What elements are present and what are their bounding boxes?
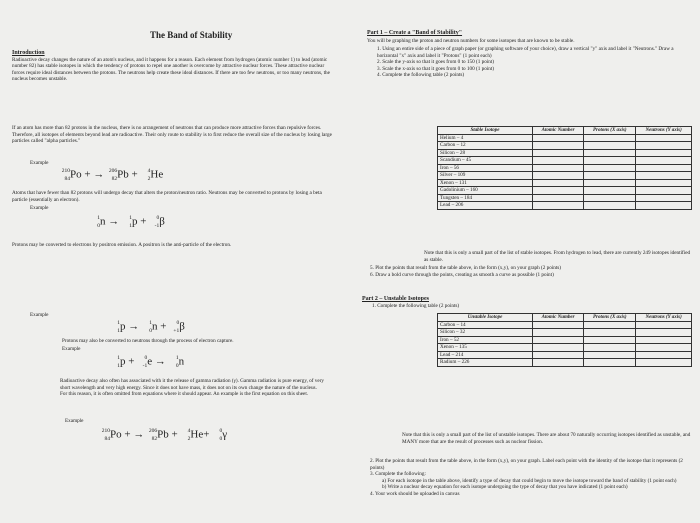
gamma-paragraph: Radioactive decay also often has associated with it the release of gamma radiation (γ). Gamma radiation is pure energy, of very short wavelength and very high energy. Since it does not have mass, it does not on its own change the nature of the nucleus. For this reason, it is often omitted from equations where it should appear. An example is the first equation on this sheet. xyxy=(60,378,325,398)
isotope-cell: Tungsten – 184 xyxy=(438,194,533,202)
table-row xyxy=(438,157,692,165)
atomic-number-cell[interactable] xyxy=(533,172,584,180)
part1-heading: Part 1 – Create a "Band of Stability" xyxy=(367,30,463,36)
neutrons-cell[interactable] xyxy=(636,329,692,337)
neutrons-cell[interactable] xyxy=(636,359,692,367)
part1-step-1: 1. Using an entire side of a piece of graph paper (or graphing software of your choice), draw a vertical "y" axis and label it "Neutrons." Draw a horizontal "x" axis and label it "Protons" (1 point each) xyxy=(377,46,674,59)
protons-cell[interactable] xyxy=(584,134,636,142)
example-label-3: Example xyxy=(30,312,49,318)
header-isotope: Unstable Isotope xyxy=(438,314,533,322)
part2-step-2: 2. Plot the points that result from the table above, in the form (x,y), on your graph. Label each point with the identity of the isotope that it represents (2 points) xyxy=(370,458,683,471)
unstable-table-header xyxy=(438,314,692,322)
isotope-cell: Iron – 56 xyxy=(438,164,533,172)
table-row xyxy=(438,187,692,195)
atomic-number-cell[interactable] xyxy=(533,321,584,329)
left-column xyxy=(0,0,345,523)
unstable-isotope-table xyxy=(437,313,692,367)
right-column xyxy=(352,0,700,523)
stable-table-header xyxy=(438,127,692,135)
header-neutrons: Neutrons (Y axis) xyxy=(636,314,692,322)
part1-intro: You will be graphing the proton and neutron numbers for some isotopes that are known to be stable. xyxy=(367,38,575,44)
header-protons: Protons (X axis) xyxy=(584,314,636,322)
atomic-number-cell[interactable] xyxy=(533,351,584,359)
table-row xyxy=(438,164,692,172)
protons-cell[interactable] xyxy=(584,142,636,150)
atomic-number-cell[interactable] xyxy=(533,336,584,344)
positron-paragraph: Protons may be converted to electrons by positron emission. A positron is the anti-particle of the electron. xyxy=(12,242,232,248)
table-row xyxy=(438,344,692,352)
protons-cell[interactable] xyxy=(584,359,636,367)
isotope-cell: Helium – 4 xyxy=(438,134,533,142)
atomic-number-cell[interactable] xyxy=(533,164,584,172)
table-row xyxy=(438,134,692,142)
isotope-cell: Carbon – 12 xyxy=(438,142,533,150)
isotope-cell: Silicon – 28 xyxy=(438,149,533,157)
table-row xyxy=(438,202,692,210)
neutrons-cell[interactable] xyxy=(636,202,692,210)
protons-cell[interactable] xyxy=(584,157,636,165)
isotope-cell: Xenon – 131 xyxy=(438,179,533,187)
protons-cell[interactable] xyxy=(584,202,636,210)
isotope-cell: Silicon – 32 xyxy=(438,329,533,337)
atomic-number-cell[interactable] xyxy=(533,202,584,210)
table-row xyxy=(438,329,692,337)
stable-isotope-table xyxy=(437,126,692,210)
atomic-number-cell[interactable] xyxy=(533,179,584,187)
table-row xyxy=(438,351,692,359)
protons-cell[interactable] xyxy=(584,336,636,344)
example-label-5: Example xyxy=(65,418,84,424)
equation-positron: 1 1 p → 1 0 n + 0 +1 β xyxy=(117,320,185,334)
part1-step-3: 3. Scale the x-axis so that it goes from 0 to 100 (1 point) xyxy=(377,65,494,72)
header-isotope: Stable Isotope xyxy=(438,127,533,135)
isotope-cell: Radium – 226 xyxy=(438,359,533,367)
isotope-cell: Iron – 52 xyxy=(438,336,533,344)
atomic-number-cell[interactable] xyxy=(533,194,584,202)
neutrons-cell[interactable] xyxy=(636,157,692,165)
neutrons-cell[interactable] xyxy=(636,194,692,202)
example-label-1: Example xyxy=(30,160,49,166)
capture-paragraph: Protons may also be converted to neutrons through the process of electron capture. xyxy=(62,338,234,344)
header-atomic-number: Atomic Number xyxy=(533,127,584,135)
neutrons-cell[interactable] xyxy=(636,336,692,344)
part2-heading: Part 2 – Unstable Isotopes xyxy=(362,296,429,302)
protons-cell[interactable] xyxy=(584,321,636,329)
protons-cell[interactable] xyxy=(584,194,636,202)
intro-text: Radioactive decay changes the nature of an atom's nucleus, and it happens for a reason. Each element from hydrogen (atomic number 1) to lead (atomic number 82) has stable isotopes in which the tendency of protons to repel one another is overcome by attractive nuclear forces. These attractive nuclear forces require ideal distances between the protons. The neutrons help create these ideal distances. If there are too few neutrons, or too many neutrons, the nucleus becomes unstable. xyxy=(12,56,330,83)
part2-step-3: 3. Complete the following: xyxy=(370,471,426,478)
neutrons-cell[interactable] xyxy=(636,351,692,359)
neutrons-cell[interactable] xyxy=(636,164,692,172)
table-row xyxy=(438,149,692,157)
example-label-4: Example xyxy=(62,346,81,352)
isotope-cell: Silver – 109 xyxy=(438,172,533,180)
header-atomic-number: Atomic Number xyxy=(533,314,584,322)
neutrons-cell[interactable] xyxy=(636,142,692,150)
neutrons-cell[interactable] xyxy=(636,149,692,157)
part1-steps xyxy=(377,46,687,79)
atomic-number-cell[interactable] xyxy=(533,344,584,352)
part1-note: Note that this is only a small part of the list of stable isotopes. From hydrogen to lead, there are currently 249 isotopes identified as stable. xyxy=(424,250,691,263)
part1-step-6: 6. Draw a bold curve through the points, creating as smooth a curve as possible (1 point) xyxy=(370,271,554,278)
protons-cell[interactable] xyxy=(584,187,636,195)
alpha-paragraph: If an atom has more than 82 protons in the nucleus, there is no arrangement of neutrons that can produce more attractive forces than repulsive forces. Therefore, all isotopes of elements beyond lead are radioactive. Their only route to stability is to first reduce the overall size of the nucleus by losing large particles called "alpha particles." xyxy=(12,125,332,145)
intro-heading: Introduction xyxy=(12,50,45,56)
equation-gamma: 210 84 Po + → 206 82 Pb + 4 2 He+ 0 0 γ xyxy=(101,428,228,442)
neutrons-cell[interactable] xyxy=(636,172,692,180)
part2-steps xyxy=(370,458,692,498)
part2-step-4: 4. Your work should be uploaded in canvas xyxy=(370,490,460,497)
atomic-number-cell[interactable] xyxy=(533,157,584,165)
protons-cell[interactable] xyxy=(584,344,636,352)
example-label-2: Example xyxy=(30,205,49,211)
neutrons-cell[interactable] xyxy=(636,187,692,195)
protons-cell[interactable] xyxy=(584,179,636,187)
neutrons-cell[interactable] xyxy=(636,321,692,329)
table-row xyxy=(438,194,692,202)
page-title: The Band of Stability xyxy=(150,30,233,40)
part1-step-4: 4. Complete the following table (2 points) xyxy=(377,72,465,79)
part2-step-3a: a) For each isotope in the table above, identify a type of decay that could begin to move the isotope toward the band of stability (1 point each) xyxy=(382,477,677,484)
atomic-number-cell[interactable] xyxy=(533,134,584,142)
isotope-cell: Gadolinium – 160 xyxy=(438,187,533,195)
part1-step-2: 2. Scale the y-axis so that it goes from 0 to 150 (1 point) xyxy=(377,59,494,66)
part2-note: Note that this is only a small part of the list of unstable isotopes. There are about 70 naturally occurring isotopes identified as unstable, and MANY more that are the result of processes such as nuclear fission. xyxy=(402,432,691,445)
neutrons-cell[interactable] xyxy=(636,134,692,142)
protons-cell[interactable] xyxy=(584,172,636,180)
protons-cell[interactable] xyxy=(584,164,636,172)
protons-cell[interactable] xyxy=(584,149,636,157)
table-row xyxy=(438,321,692,329)
equation-capture: 1 1 p + 0 -1 e → 1 0 n xyxy=(117,355,185,369)
isotope-cell: Carbon – 14 xyxy=(438,321,533,329)
neutrons-cell[interactable] xyxy=(636,344,692,352)
atomic-number-cell[interactable] xyxy=(533,142,584,150)
isotope-cell: Xenon – 135 xyxy=(438,344,533,352)
atomic-number-cell[interactable] xyxy=(533,149,584,157)
equation-alpha: 210 84 Po + → 206 82 Pb + 4 2 He xyxy=(61,168,164,182)
table-row xyxy=(438,142,692,150)
neutrons-cell[interactable] xyxy=(636,179,692,187)
table-row xyxy=(438,359,692,367)
intro-section xyxy=(12,50,332,83)
table-row xyxy=(438,172,692,180)
protons-cell[interactable] xyxy=(584,329,636,337)
atomic-number-cell[interactable] xyxy=(533,329,584,337)
protons-cell[interactable] xyxy=(584,351,636,359)
table-row xyxy=(438,336,692,344)
part2-step-3b: b) Write a nuclear decay equation for each isotope undergoing the type of decay that you have indicated (1 point each) xyxy=(382,484,628,491)
atomic-number-cell[interactable] xyxy=(533,187,584,195)
isotope-cell: Lead – 206 xyxy=(438,202,533,210)
part1-step-5: 5. Plot the points that result from the table above, in the form (x,y), on your graph (2 points) xyxy=(370,265,562,271)
equation-beta: 1 0 n → 1 1 p + 0 -1 β xyxy=(97,215,165,229)
part2-intro: 1. Complete the following table (2 points) xyxy=(372,303,460,309)
isotope-cell: Scandium – 45 xyxy=(438,157,533,165)
part1-steps-2 xyxy=(370,265,690,278)
table-row xyxy=(438,179,692,187)
beta-paragraph: Atoms that have fewer than 82 protons will undergo decay that alters the proton/neutron ratio. Neutrons may be converted to protons by losing a beta particle (essentially an electron). xyxy=(12,190,322,203)
header-protons: Protons (X axis) xyxy=(584,127,636,135)
isotope-cell: Lead – 214 xyxy=(438,351,533,359)
header-neutrons: Neutrons (Y axis) xyxy=(636,127,692,135)
atomic-number-cell[interactable] xyxy=(533,359,584,367)
